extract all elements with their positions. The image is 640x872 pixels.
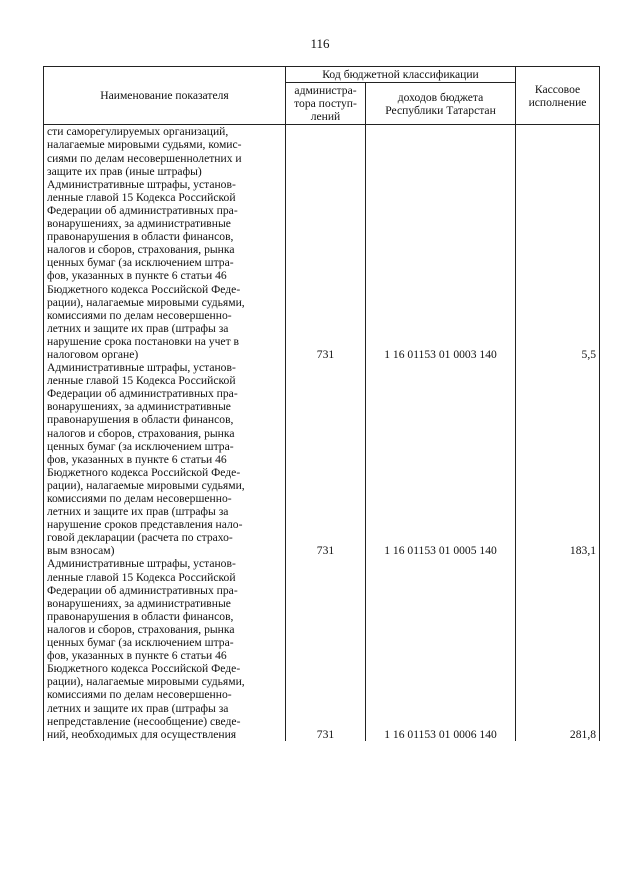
- row-admin-code: [286, 125, 366, 178]
- budget-table: [43, 66, 600, 741]
- header-income: доходов бюджета Республики Татарстан: [366, 83, 516, 125]
- row-name: Административные штрафы, установ- ленные главой 15 Кодекса Российской Федерации об административных пра- вонарушениях, за административные правонарушения в области финансов, налогов и сборов, страхования, рынка ценных бумаг (за исключением штра- фов, указанных в пункте 6 статьи 46 Бюджетного кодекса Российской Феде- рации), налагаемые мировыми судьями, комиссиями по делам несовершенно- летних и защите их прав (штрафы за нарушение срока постановки на учет в налоговом органе): [44, 178, 286, 361]
- row-amount: 281,8: [516, 557, 600, 740]
- row-admin-code: 731: [286, 557, 366, 740]
- row-income-code: 1 16 01153 01 0006 140: [366, 557, 516, 740]
- row-admin-code: 731: [286, 361, 366, 557]
- row-income-code: 1 16 01153 01 0005 140: [366, 361, 516, 557]
- header-name: Наименование показателя: [44, 67, 286, 125]
- table-header: [44, 67, 600, 125]
- row-admin-code: 731: [286, 178, 366, 361]
- header-cash: Кассовое исполнение: [516, 67, 600, 125]
- header-code-group: Код бюджетной классификации: [286, 67, 516, 83]
- row-name: сти саморегулируемых организаций, налагаемые мировыми судьями, комис- сиями по делам несовершеннолетних и защите их прав (иные штрафы): [44, 125, 286, 178]
- table-row: [44, 361, 600, 557]
- row-amount: 183,1: [516, 361, 600, 557]
- row-income-code: 1 16 01153 01 0003 140: [366, 178, 516, 361]
- row-amount: [516, 125, 600, 178]
- table-body: [44, 125, 600, 741]
- table-row: [44, 178, 600, 361]
- row-name: Административные штрафы, установ- ленные главой 15 Кодекса Российской Федерации об административных пра- вонарушениях, за административные правонарушения в области финансов, налогов и сборов, страхования, рынка ценных бумаг (за исключением штра- фов, указанных в пункте 6 статьи 46 Бюджетного кодекса Российской Феде- рации), налагаемые мировыми судьями, комиссиями по делам несовершенно- летних и защите их прав (штрафы за непредставление (несообщение) сведе- ний, необходимых для осуществления: [44, 557, 286, 740]
- row-income-code: [366, 125, 516, 178]
- header-admin: администра- тора поступ- лений: [286, 83, 366, 125]
- table-row: [44, 125, 600, 178]
- table-row: [44, 557, 600, 740]
- page-number: 116: [310, 36, 330, 51]
- row-amount: 5,5: [516, 178, 600, 361]
- row-name: Административные штрафы, установ- ленные главой 15 Кодекса Российской Федерации об административных пра- вонарушениях, за административные правонарушения в области финансов, налогов и сборов, страхования, рынка ценных бумаг (за исключением штра- фов, указанных в пункте 6 статьи 46 Бюджетного кодекса Российской Феде- рации), налагаемые мировыми судьями, комиссиями по делам несовершенно- летних и защите их прав (штрафы за нарушение сроков представления нало- говой декларации (расчета по страхо- вым взносам): [44, 361, 286, 557]
